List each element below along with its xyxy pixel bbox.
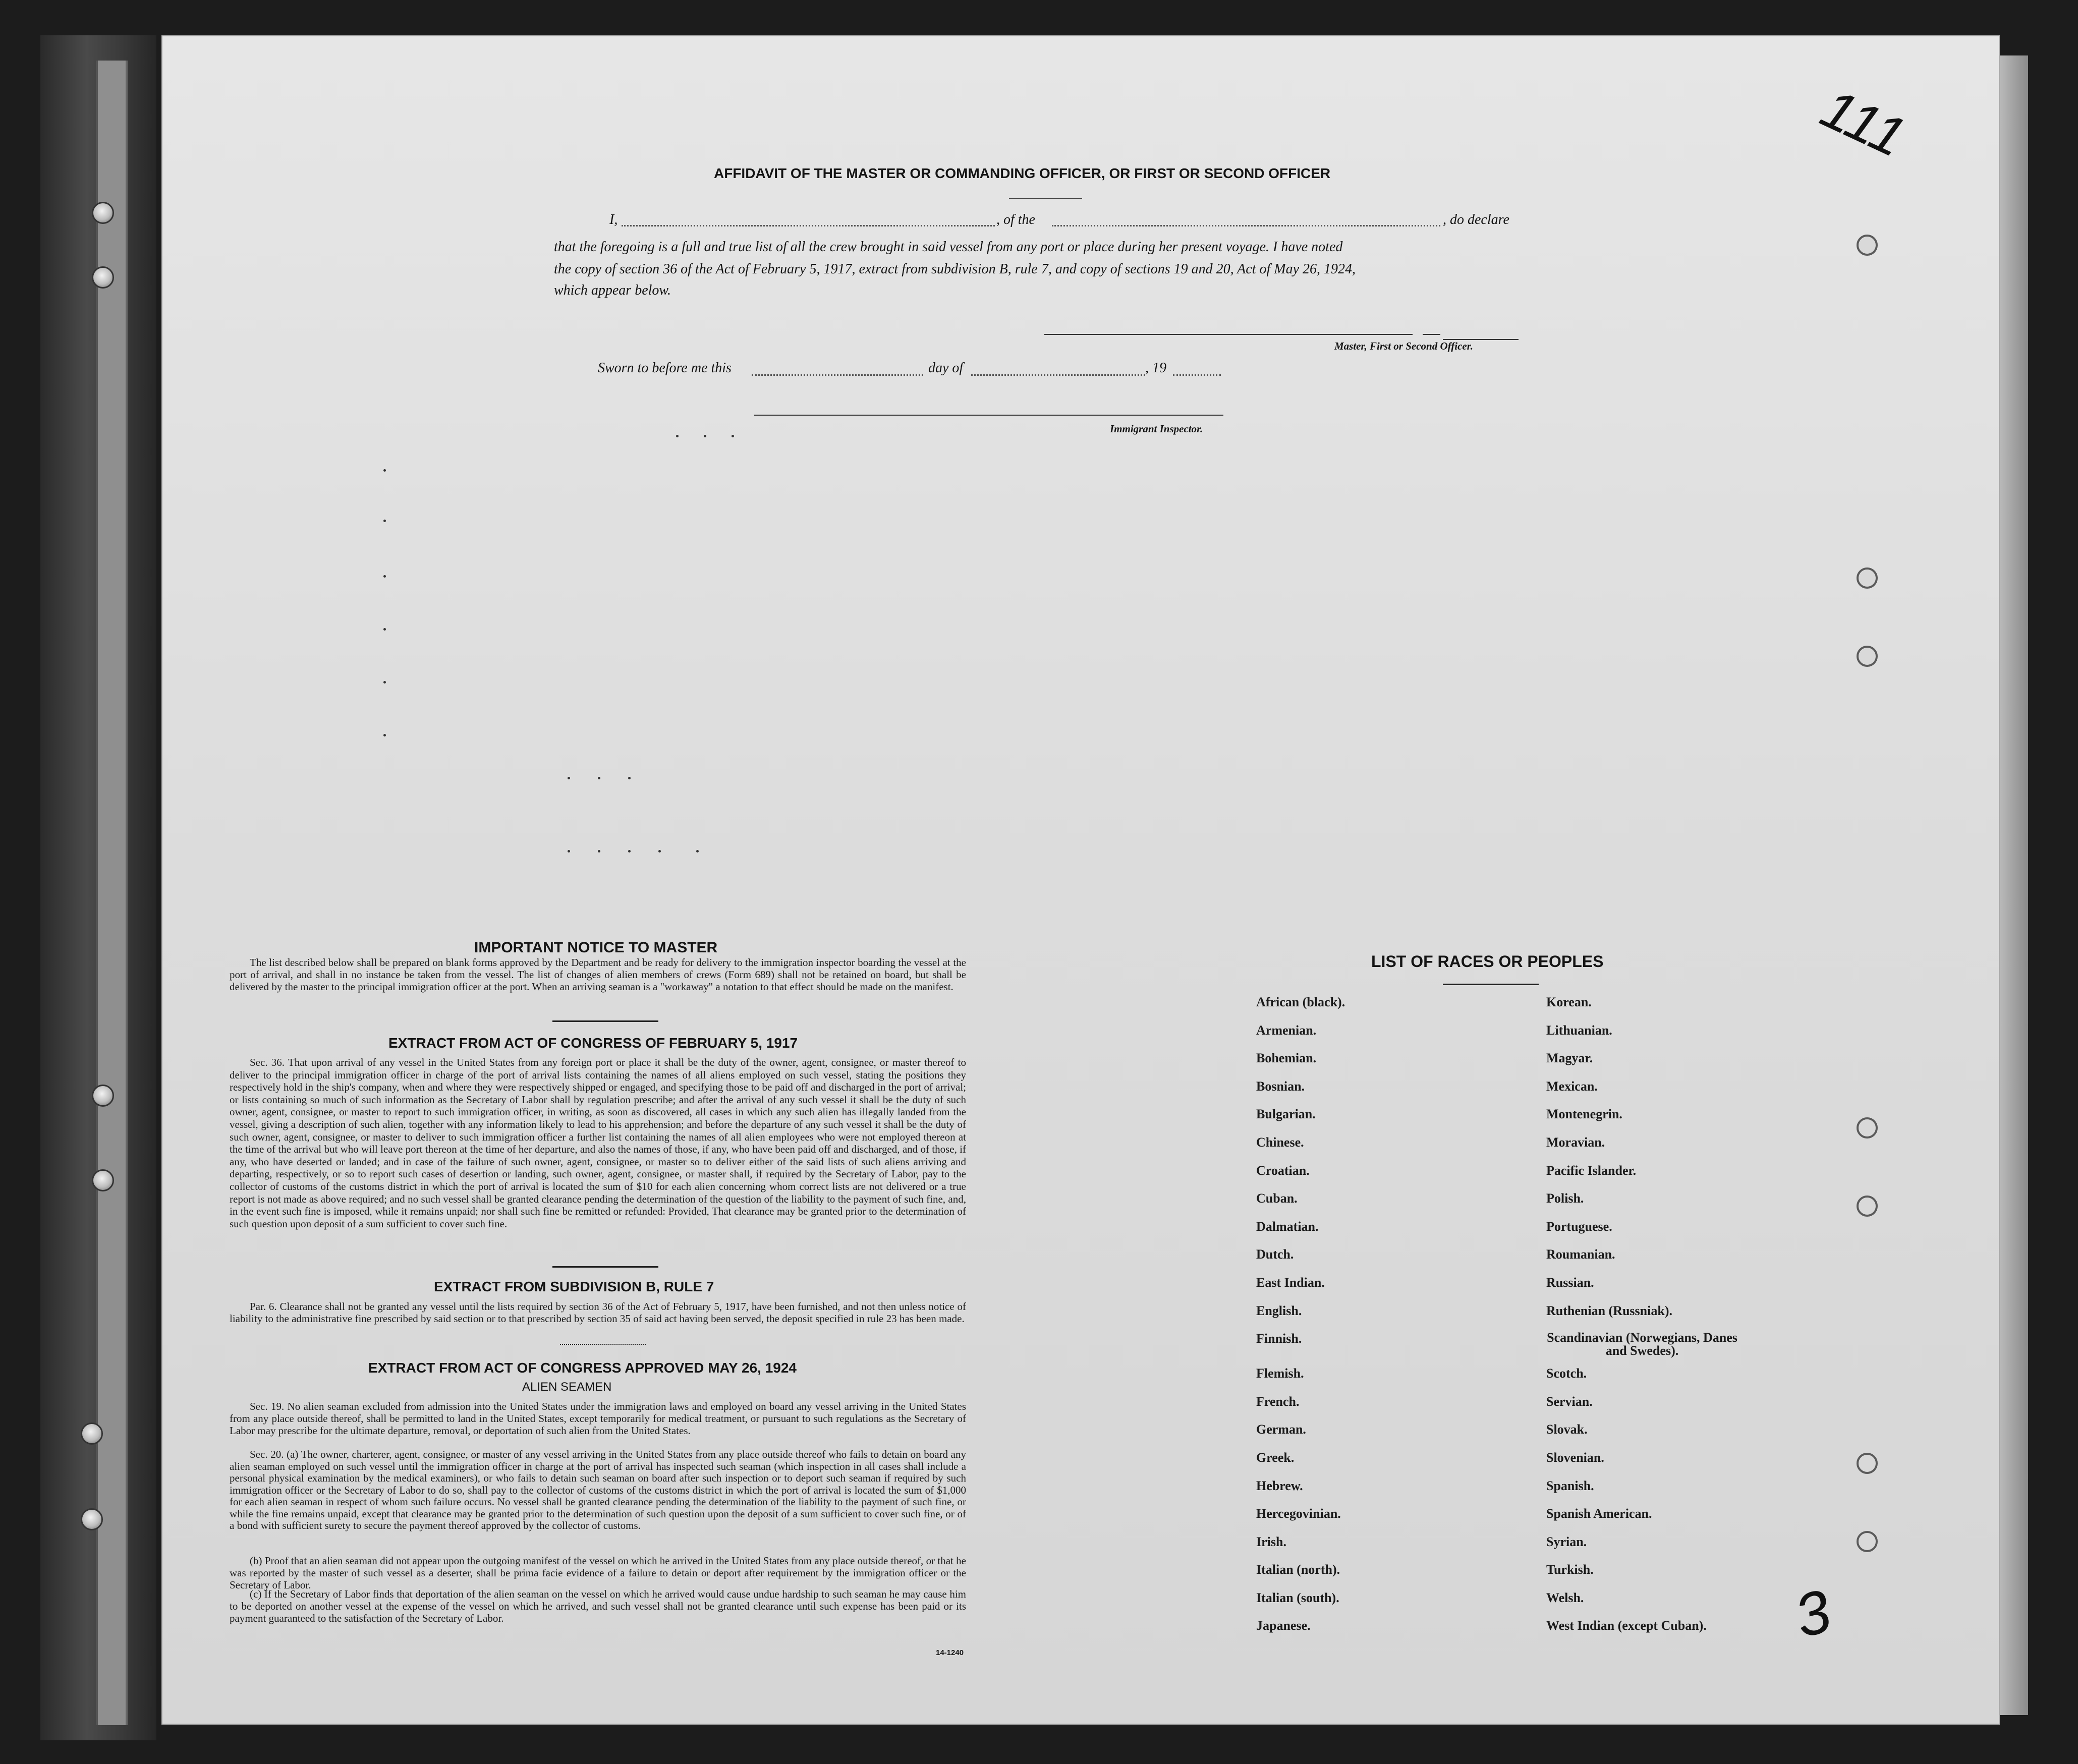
race-item: Chinese.	[1256, 1134, 1304, 1150]
binder-ring-hole	[92, 1169, 114, 1191]
binder-ring-hole	[92, 1085, 114, 1107]
race-item: Spanish American.	[1546, 1506, 1652, 1521]
section-divider	[560, 1344, 646, 1345]
race-item: Italian (south).	[1256, 1590, 1339, 1605]
punch-hole	[1857, 567, 1878, 589]
extract-1917-text: Sec. 36. That upon arrival of any vessel in the United States from any foreign port or place it shall be the duty of the owner, agent, consignee, or master thereof to deliver to the principal immigration officer in charge of the port of arrival lists containing the names of all aliens employed on such vessel, stating the positions they respectively hold in the ship's company, when and where they were respectively shipped or engaged, and specifying those to be paid off and discharged in the port of arrival; or lists containing so much of such information as the Secretary of Labor shall by regulation prescribe; and after the arrival of any such vessel it shall be the duty of such owner, agent, consignee, or master to report to such immigration officer, in writing, as soon as discovered, all cases in which any such alien has illegally landed from the vessel, giving a description of such alien, together with any information likely to lead to his apprehension; and before the departure of any such vessel it shall be the duty of such owner, agent, consignee, or master to deliver to such immigration officer a further list containing the names of all alien employees who were not employed thereon at the time of the arrival but who will leave port thereon at the time of her departure, and also the names of those, if any, who have been paid off and discharged, and of those, if any, who have deserted or landed; and in case of the failure of such owner, agent, consignee, or master so to deliver either of the said lists of such aliens arriving and departing, respectively, or so to report such cases of desertion or landing, such owner, agent, consignee, or master shall, if required by the Secretary of Labor, pay to the collector of customs of the customs district in which the port of arrival is located the sum of $10 for each alien concerning whom correct lists are not delivered or a true report is not made as above required; and no such vessel shall be granted clearance pending the determination of the question of the liability to the payment of such fine, and, in the event such fine is imposed, while it remains unpaid; nor shall such fine be remitted or refunded: Provided, That clearance may be granted prior to the determination of such question upon deposit of a sum sufficient to cover such fine.	[230, 1056, 966, 1230]
races-title: LIST OF RACES OR PEOPLES	[1371, 952, 1604, 971]
race-item: German.	[1256, 1422, 1306, 1437]
race-item: Scandinavian (Norwegians, Danes and Swedes).	[1547, 1330, 1737, 1358]
notice-text: The list described below shall be prepared on blank forms approved by the Department and be ready for delivery to the immigration inspector boarding the vessel at the port of arrival, and shall in no instance be taken from the vessel. The list of changes of alien members of crews (Form 689) shall not be retained on board, but shall be delivered by the master to the principal immigration officer at the port. When an arriving seaman is a "workaway" a notation to that effect should be made on the manifest.	[230, 956, 966, 993]
punch-hole	[1857, 1117, 1878, 1139]
sworn-day-of: day of	[928, 360, 964, 376]
sec-20a-text: Sec. 20. (a) The owner, charterer, agent, consignee, or master of any vessel arriving in the United States from any place outside thereof who fails to detain on board any alien seaman employed on such vessel until the immigration officer in charge at the port of arrival has inspected such seaman (which inspection in all cases shall include a personal physical examination by the medical examiners), or who fails to detain such seaman on board after such inspection or to deport such seaman if required by such immigration officer or the Secretary of Labor to do so, shall pay to the collector of customs of the customs district in which the port of arrival is located the sum of $1,000 for each alien seaman in respect of whom such failure occurs. No vessel shall be granted clearance pending the determination of the liability to the payment of such fine, or while the fine remains unpaid, except that clearance may be granted prior to the determination of such question upon the deposit of a sum sufficient to cover such fine, or of a bond with sufficient surety to secure the payment thereof approved by the collector of customs.	[230, 1448, 966, 1531]
punch-hole	[1857, 235, 1878, 256]
declaration-line-3: which appear below.	[554, 282, 671, 298]
ink-speck	[598, 777, 600, 779]
race-item: Spanish.	[1546, 1478, 1594, 1493]
race-item: Moravian.	[1546, 1134, 1605, 1150]
handwritten-mark: 3	[1787, 1576, 1838, 1651]
affidavit-of-the: , of the	[996, 212, 1035, 227]
race-item: French.	[1256, 1394, 1300, 1409]
punch-hole	[1857, 646, 1878, 667]
race-item: Mexican.	[1546, 1078, 1598, 1094]
race-item: Roumanian.	[1546, 1247, 1615, 1262]
extract-rule7-title: EXTRACT FROM SUBDIVISION B, RULE 7	[434, 1279, 714, 1294]
sec-19-text: Sec. 19. No alien seaman excluded from admission into the United States under the immigration laws and employed on board any vessel arriving in the United States from any place outside thereof, shall be permitted to land in the United States, except temporarily for medical treatment, or pursuant to such regulations as the Secretary of Labor may prescribe for the ultimate departure, removal, or deportation of such alien from the United States.	[230, 1400, 966, 1437]
race-item: Turkish.	[1546, 1562, 1594, 1577]
race-item: Flemish.	[1256, 1366, 1304, 1381]
page-edge-shadow	[1998, 55, 2028, 1715]
binder-ring-hole	[92, 266, 114, 289]
race-item: Italian (north).	[1256, 1562, 1340, 1577]
ink-speck	[383, 575, 386, 578]
race-item: Pacific Islander.	[1546, 1163, 1637, 1178]
ink-speck	[696, 850, 699, 852]
race-item: Japanese.	[1256, 1618, 1311, 1633]
race-item: Syrian.	[1546, 1534, 1587, 1549]
vessel-blank	[1052, 225, 1440, 226]
race-item: Irish.	[1256, 1534, 1286, 1549]
sworn-day-blank	[752, 374, 923, 376]
extract-1924-title: EXTRACT FROM ACT OF CONGRESS APPROVED MAY 26, 1924	[368, 1360, 797, 1376]
race-item: Croatian.	[1256, 1163, 1310, 1178]
race-item: Polish.	[1546, 1191, 1584, 1206]
race-item: Slovak.	[1546, 1422, 1588, 1437]
binder-ring-hole	[81, 1508, 103, 1530]
race-item: Ruthenian (Russniak).	[1546, 1303, 1672, 1318]
race-item: Bosnian.	[1256, 1078, 1305, 1094]
race-item: Magyar.	[1546, 1051, 1593, 1066]
race-item: Bulgarian.	[1256, 1107, 1316, 1122]
race-item: Cuban.	[1256, 1191, 1298, 1206]
declaration-line-1: that the foregoing is a full and true list of all the crew brought in said vessel from any port or place during her present voyage. I have noted	[554, 239, 1343, 255]
races-right-column	[1546, 995, 1738, 1646]
notice-title: IMPORTANT NOTICE TO MASTER	[474, 939, 718, 956]
race-item: Russian.	[1546, 1275, 1594, 1290]
races-left-column	[1256, 995, 1345, 1646]
inspector-label: Immigrant Inspector.	[1110, 423, 1203, 435]
race-item: Scotch.	[1546, 1366, 1587, 1381]
race-item: Dutch.	[1256, 1247, 1294, 1262]
sworn-prefix: Sworn to before me this	[598, 360, 732, 376]
ink-speck	[383, 469, 386, 472]
master-label: Master, First or Second Officer.	[1334, 340, 1473, 352]
extract-rule7-text: Par. 6. Clearance shall not be granted any vessel until the lists required by section 36 of the Act of February 5, 1917, have been furnished, and not then unless notice of liability to the administrative fine prescribed by said section or to that prescribed by section 35 of said act having been served, the deposit specified in rule 23 has been made.	[230, 1300, 966, 1325]
ink-speck	[676, 435, 679, 437]
ink-speck	[383, 734, 386, 736]
ink-speck	[568, 777, 570, 779]
ink-speck	[383, 681, 386, 684]
ink-speck	[628, 850, 631, 852]
ink-speck	[383, 520, 386, 522]
section-divider	[552, 1266, 658, 1268]
races-title-underline	[1443, 984, 1539, 985]
ink-speck	[568, 850, 570, 852]
ink-speck	[732, 435, 734, 437]
race-item: Welsh.	[1546, 1590, 1584, 1605]
race-item: Servian.	[1546, 1394, 1593, 1409]
handwritten-page-number: 111	[1812, 77, 1915, 169]
race-item: Portuguese.	[1546, 1219, 1612, 1234]
rank-underline	[1009, 198, 1082, 199]
race-item: Finnish.	[1256, 1331, 1302, 1346]
race-item: East Indian.	[1256, 1275, 1325, 1290]
race-item: Greek.	[1256, 1450, 1295, 1465]
form-number: 14-1240	[936, 1648, 964, 1657]
ink-speck	[628, 777, 631, 779]
punch-hole	[1857, 1196, 1878, 1217]
extract-1924-subtitle: ALIEN SEAMEN	[522, 1380, 612, 1394]
race-item: West Indian (except Cuban).	[1546, 1618, 1707, 1633]
sworn-year-blank	[1173, 374, 1221, 376]
declaration-line-2: the copy of section 36 of the Act of February 5, 1917, extract from subdivision B, rule 7, and copy of sections 19 and 20, Act of May 26, 1924,	[554, 261, 1356, 277]
section-divider	[552, 1020, 658, 1022]
ink-speck	[658, 850, 661, 852]
race-item: Hebrew.	[1256, 1478, 1303, 1493]
race-item: Slovenian.	[1546, 1450, 1604, 1465]
sworn-month-blank	[971, 374, 1145, 376]
race-item: Bohemian.	[1256, 1051, 1317, 1066]
race-item: Dalmatian.	[1256, 1219, 1319, 1234]
binder-ring-hole	[92, 202, 114, 224]
punch-hole	[1857, 1453, 1878, 1474]
affidavit-pronoun: I,	[609, 212, 618, 227]
ink-speck	[598, 850, 600, 852]
affidavit-title: AFFIDAVIT OF THE MASTER OR COMMANDING OFFICER, OR FIRST OR SECOND OFFICER	[714, 165, 1331, 181]
affidavit-do-declare: , do declare	[1443, 212, 1509, 227]
extract-1917-title: EXTRACT FROM ACT OF CONGRESS OF FEBRUARY 5, 1917	[388, 1035, 798, 1051]
name-blank	[622, 225, 995, 226]
binder-ring-hole	[81, 1422, 103, 1445]
race-item: Lithuanian.	[1546, 1022, 1612, 1038]
master-signature-line-2	[1423, 334, 1440, 335]
race-item: African (black).	[1256, 995, 1345, 1009]
master-signature-line	[1044, 334, 1413, 335]
race-item: Montenegrin.	[1546, 1107, 1622, 1122]
sec-20b-text: (b) Proof that an alien seaman did not appear upon the outgoing manifest of the vessel on which he arrived in the United States from any place outside thereof, or that he was reported by the master of such vessel as a deserter, shall be prima facie evidence of a failure to detain or deport after requirement by the immigration officer or the Secretary of Labor.	[230, 1555, 966, 1591]
ink-speck	[704, 435, 706, 437]
race-item: Hercegovinian.	[1256, 1506, 1341, 1521]
sworn-year: , 19	[1145, 360, 1166, 376]
sec-20c-text: (c) If the Secretary of Labor finds that deportation of the alien seaman on the vessel on which he arrived would cause undue hardship to such seaman he may cause him to be deported on another vessel at the expense of the vessel on which he arrived, and such vessel shall not be granted clearance until such expense has been paid or its payment guaranteed to the satisfaction of the Secretary of Labor.	[230, 1588, 966, 1624]
ink-speck	[383, 628, 386, 631]
punch-hole	[1857, 1531, 1878, 1552]
race-item: Korean.	[1546, 995, 1592, 1009]
inspector-signature-line	[754, 415, 1223, 416]
race-item: English.	[1256, 1303, 1302, 1318]
binder-strip	[96, 61, 128, 1725]
race-item: Armenian.	[1256, 1022, 1317, 1038]
